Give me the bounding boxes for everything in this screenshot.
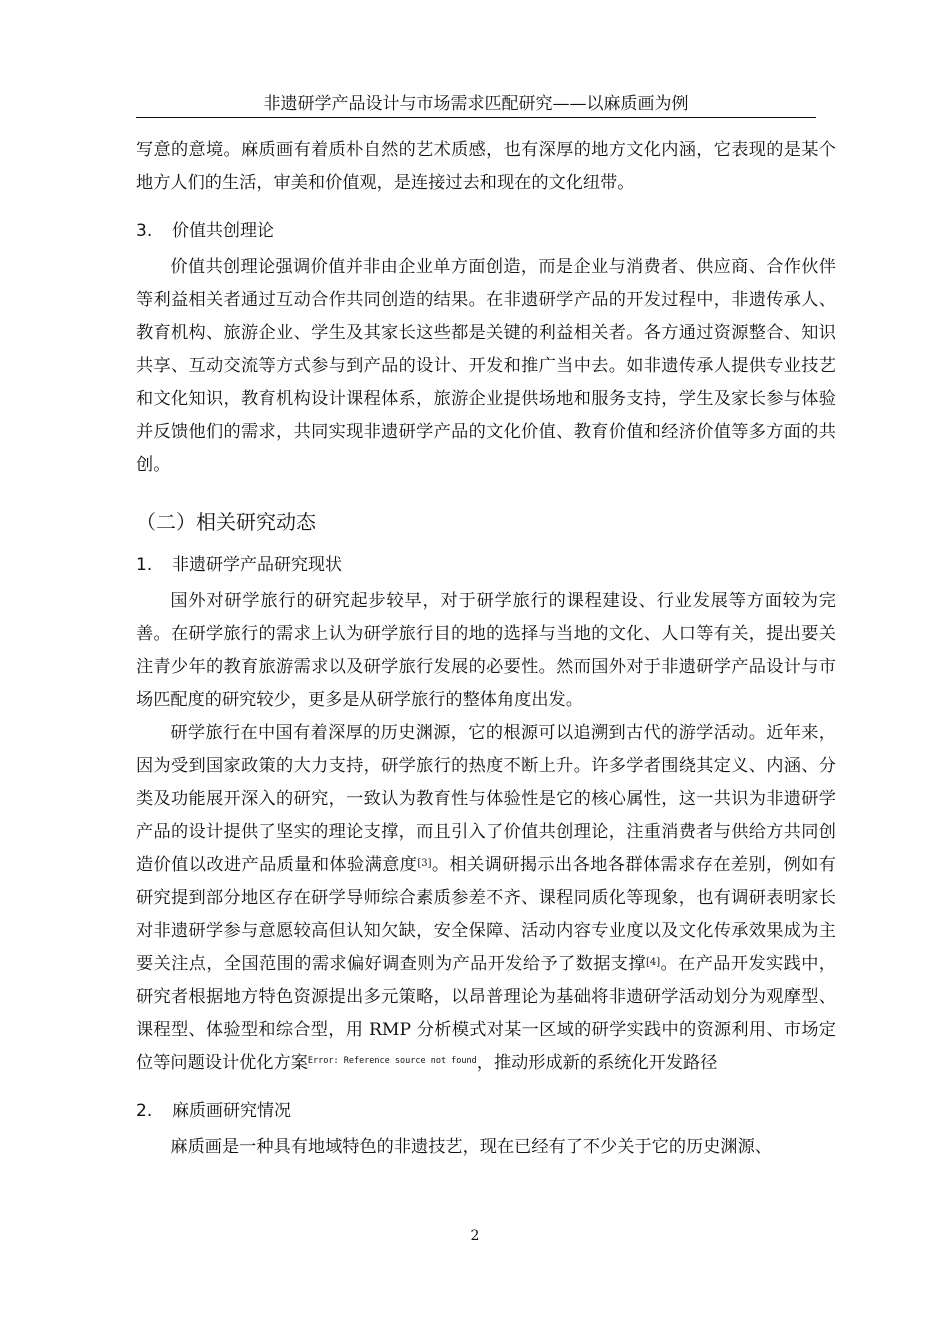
heading-number: 2.	[136, 1101, 153, 1121]
citation-ref[interactable]: [3]	[417, 858, 432, 869]
reference-error-note: Error: Reference source not found	[307, 1056, 477, 1066]
paragraph-foreign-research: 国外对研学旅行的研究起步较早，对于研学旅行的课程建设、行业发展等方面较为完善。在研学旅行的需求上认为研学旅行目的地的选择与当地的文化、人口等有关，提出要关注青少年的教育旅游需求以及研学旅行发展的必要性。然而国外对于非遗研学产品设计与市场匹配度的研究较少，更多是从研学旅行的整体角度出发。	[136, 591, 836, 710]
heading-mazhi-painting	[136, 1097, 836, 1125]
section-heading-related-research: （二）相关研究动态	[136, 510, 316, 534]
heading-number: 3.	[136, 221, 153, 241]
page-number: 2	[470, 1228, 480, 1244]
text-run: 。在产品开发实践中，研究者根据地方特色资源提出多元策略，以昂普理论为基础将非遗研学活动划分为观摩型、课程型、体验型和综合型，用 RMP 分析模式对某一区域的研学实践中的资源利用、市场定位等问题设计优化方案	[136, 954, 836, 1073]
page-body	[136, 134, 836, 1164]
header-rule	[136, 117, 816, 118]
paragraph-mazhi-painting: 麻质画是一种具有地域特色的非遗技艺，现在已经有了不少关于它的历史渊源、	[170, 1137, 772, 1157]
paragraph-value-cocreation: 价值共创理论强调价值并非由企业单方面创造，而是企业与消费者、供应商、合作伙伴等利益相关者通过互动合作共同创造的结果。在非遗研学产品的开发过程中，非遗传承人、教育机构、旅游企业、学生及其家长这些都是关键的利益相关者。各方通过资源整合、知识共享、互动交流等方式参与到产品的设计、开发和推广当中去。如非遗传承人提供专业技艺和文化知识，教育机构设计课程体系，旅游企业提供场地和服务支持，学生及家长参与体验并反馈他们的需求，共同实现非遗研学产品的文化价值、教育价值和经济价值等多方面的共创。	[136, 257, 836, 475]
heading-value-cocreation	[136, 217, 836, 245]
running-header: 非遗研学产品设计与市场需求匹配研究——以麻质画为例	[263, 94, 689, 114]
heading-research-status	[136, 551, 836, 579]
paragraph-domestic-research	[136, 717, 836, 1080]
heading-text: 价值共创理论	[172, 221, 274, 241]
heading-text: 麻质画研究情况	[172, 1101, 291, 1121]
text-run: ，推动形成新的系统化开发路径	[476, 1053, 718, 1073]
heading-number: 1.	[136, 555, 153, 575]
heading-text: 非遗研学产品研究现状	[172, 555, 342, 575]
paragraph-continuation: 写意的意境。麻质画有着质朴自然的艺术质感，也有深厚的地方文化内涵，它表现的是某个地方人们的生活，审美和价值观，是连接过去和现在的文化纽带。	[136, 140, 836, 193]
text-run: 研学旅行在中国有着深厚的历史渊源，它的根源可以追溯到古代的游学活动。近年来，因为受到国家政策的大力支持，研学旅行的热度不断上升。许多学者围绕其定义、内涵、分类及功能展开深入的研究，一致认为教育性与体验性是它的核心属性，这一共识为非遗研学产品的设计提供了坚实的理论支撑，而且引入了价值共创理论，注重消费者与供给方共同创造价值以改进产品质量和体验满意度	[136, 723, 836, 875]
citation-ref[interactable]: [4]	[645, 957, 661, 968]
text-run: 。相关调研揭示出各地各群体需求存在差别，例如有研究提到部分地区存在研学导师综合素质参差不齐、课程同质化等现象，也有调研表明家长对非遗研学参与意愿较高但认知欠缺，安全保障、活动内容专业度以及文化传承效果成为主要关注点，全国范围的需求偏好调查则为产品开发给予了数据支撑	[136, 855, 836, 974]
